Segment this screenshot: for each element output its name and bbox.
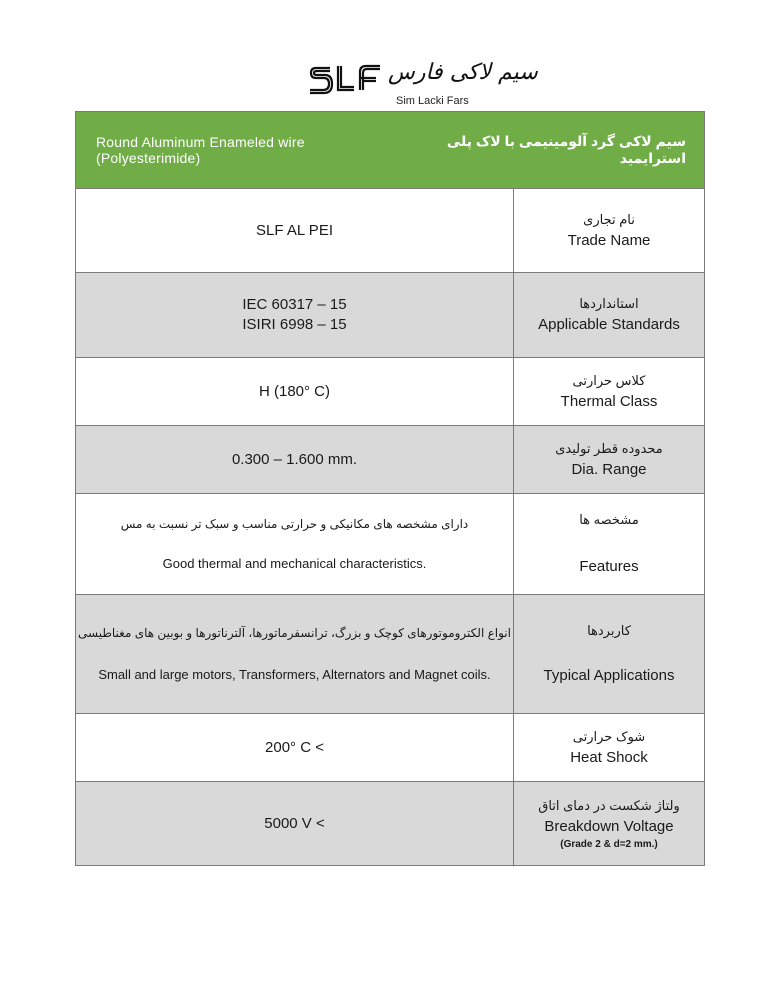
row-label-en: Thermal Class [560,392,658,410]
applications-value-en: Small and large motors, Transformers, Alternators and Magnet coils. [98,667,491,682]
applications-value-fa: انواع الکتروموتورهای کوچک و بزرگ، ترانسفرماتورها، آلترناتورها و بوبین های مغناطیسی [78,626,511,640]
row-label-en: Features [579,558,639,575]
heat-shock-value: 200° C < [265,738,324,756]
header-english-title: Round Aluminum Enameled wire (Polyesterimide) [96,134,305,166]
row-label-en: Applicable Standards [538,316,680,333]
diameter-range-value: 0.300 – 1.600 mm. [231,450,358,468]
row-label-fa: شوک حرارتی [572,728,646,744]
spec-table [75,111,705,866]
trade-name-value: SLF AL PEI [256,221,333,239]
slf-logo-icon [308,62,384,98]
row-label-fa: محدوده قطر تولیدی [555,440,663,456]
standard-value: ISIRI 6998 – 15 [242,316,347,333]
company-logo [308,58,538,110]
table-row [76,714,705,782]
row-label-fa: استانداردها [579,296,639,311]
row-label-fa: نام تجاری [583,211,635,227]
table-row [76,782,705,866]
table-row [76,595,705,714]
row-label-fa: کاربردها [587,623,631,638]
breakdown-voltage-note: (Grade 2 & d=2 mm.) [560,838,658,850]
row-label-fa: ولتاژ شکست در دمای اتاق [538,797,680,813]
row-label-en: Trade Name [567,231,651,249]
breakdown-voltage-value: 5000 V < [264,814,325,832]
table-header-row [76,112,705,189]
row-label-en: Breakdown Voltage [544,817,674,835]
row-label-fa: مشخصه ها [579,512,639,527]
table-row [76,189,705,273]
row-label-en: Heat Shock [570,748,648,766]
standard-value: IEC 60317 – 15 [242,296,347,313]
row-label-en: Typical Applications [543,667,675,684]
table-row [76,426,705,494]
features-value-fa: دارای مشخصه های مکانیکی و حرارتی مناسب و سبک تر نسبت به مس [120,517,469,531]
features-value-en: Good thermal and mechanical characteristics. [162,556,427,571]
logo-persian-text: سیم لاکی فارس [388,60,538,85]
table-row [76,358,705,426]
row-label-en: Dia. Range [571,460,647,478]
row-label-fa: کلاس حرارتی [572,372,646,388]
logo-english-text: Sim Lacki Fars [396,95,469,107]
thermal-class-value: H (180° C) [258,382,330,400]
table-row [76,494,705,595]
table-row [76,273,705,358]
header-persian-title: سیم لاکی گرد آلومینیمی با لاک پلی استرایمید [446,133,686,166]
